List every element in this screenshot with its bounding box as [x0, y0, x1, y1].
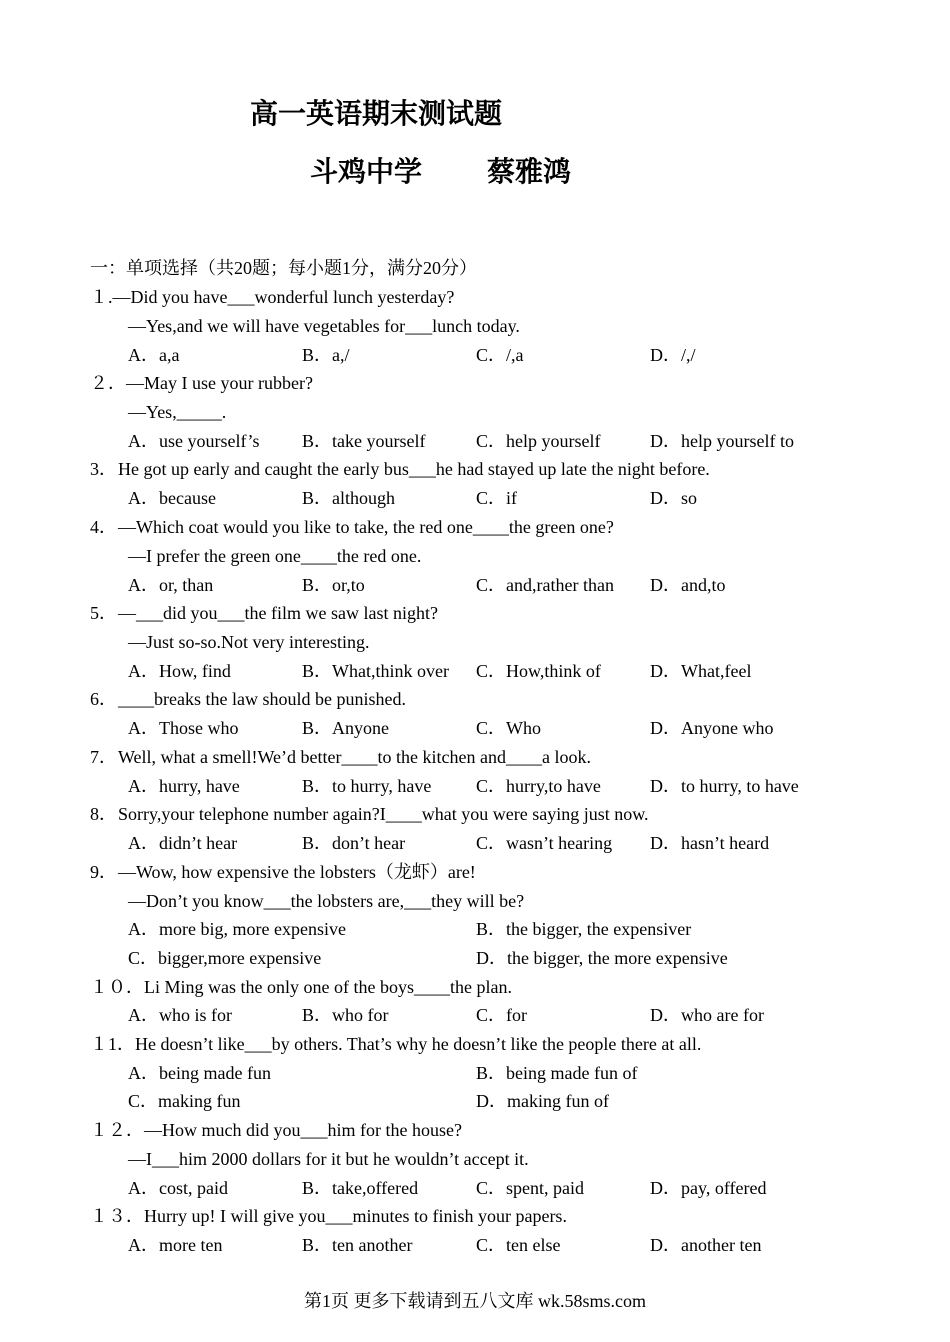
- option-c: C．help yourself: [476, 431, 601, 451]
- question-text: Well, what a smell!We’d better____to the kitchen and____a look.: [118, 747, 591, 767]
- question-text: Sorry,your telephone number again?I____what you were saying just now.: [118, 804, 649, 824]
- option-b: B．to hurry, have: [302, 776, 432, 796]
- question-10: [90, 976, 512, 998]
- option-a: A．a,a: [128, 345, 180, 365]
- option-b: B．take,offered: [302, 1178, 419, 1198]
- question-number: １３．: [90, 1206, 144, 1226]
- question-text: —Which coat would you like to take, the red one____the green one?: [118, 517, 614, 537]
- question-text: Li Ming was the only one of the boys____the plan.: [144, 977, 512, 997]
- option-c: C．Who: [476, 718, 541, 738]
- option-d: D．the bigger, the more expensive: [476, 948, 728, 968]
- question-text: He doesn’t like___by others. That’s why he doesn’t like the people there at all.: [135, 1034, 702, 1054]
- option-a: A．How, find: [128, 661, 231, 681]
- question-number: 7．: [90, 747, 117, 767]
- option-c: C．ten else: [476, 1235, 561, 1255]
- question-2-reply: —Yes,_____.: [128, 402, 227, 422]
- question-4: [90, 516, 614, 538]
- option-a: A．cost, paid: [128, 1178, 228, 1198]
- option-d: D．to hurry, to have: [650, 776, 799, 796]
- question-8: [90, 803, 649, 825]
- option-c: C．bigger,more expensive: [128, 948, 322, 968]
- question-text: Hurry up! I will give you___minutes to finish your papers.: [144, 1206, 567, 1226]
- option-b: B．What,think over: [302, 661, 449, 681]
- option-a: A．because: [128, 488, 216, 508]
- school-name: 斗鸡中学: [310, 155, 423, 188]
- question-text: —How much did you___him for the house?: [144, 1120, 462, 1140]
- option-b: B．take yourself: [302, 431, 426, 451]
- question-4-reply: —I prefer the green one____the red one.: [128, 546, 422, 566]
- option-d: D．/,/: [650, 345, 696, 365]
- question-12: [90, 1119, 462, 1141]
- question-number: 9．: [90, 862, 117, 882]
- question-number: 3．: [90, 459, 117, 479]
- question-text: —___did you___the film we saw last night?: [118, 603, 438, 623]
- option-c: C．for: [476, 1005, 527, 1025]
- option-d: D．so: [650, 488, 698, 508]
- option-d: D．and,to: [650, 575, 726, 595]
- question-number: ２．: [90, 373, 126, 393]
- option-c: C．/,a: [476, 345, 524, 365]
- option-b: B．Anyone: [302, 718, 389, 738]
- question-9: [90, 861, 476, 883]
- question-number: １２．: [90, 1120, 144, 1140]
- question-3: [90, 458, 710, 480]
- option-a: A．more ten: [128, 1235, 223, 1255]
- question-number: 5．: [90, 603, 117, 623]
- option-b: B．although: [302, 488, 395, 508]
- question-11: [90, 1033, 701, 1055]
- question-2: [90, 372, 313, 394]
- option-c: C．and,rather than: [476, 575, 614, 595]
- question-number: 4．: [90, 517, 117, 537]
- option-a: A．being made fun: [128, 1063, 271, 1083]
- option-b: B．being made fun of: [476, 1063, 638, 1083]
- option-a: A．Those who: [128, 718, 239, 738]
- option-d: D．Anyone who: [650, 718, 774, 738]
- option-b: B．who for: [302, 1005, 389, 1025]
- author-name: 蔡雅鸿: [487, 155, 572, 188]
- question-9-reply: —Don’t you know___the lobsters are,___they will be?: [128, 891, 525, 911]
- option-d: D．pay, offered: [650, 1178, 767, 1198]
- option-c: C．How,think of: [476, 661, 601, 681]
- question-1: [90, 286, 454, 308]
- option-c: C．making fun: [128, 1091, 241, 1111]
- question-text: He got up early and caught the early bus___he had stayed up late the night before.: [118, 459, 710, 479]
- page-footer: 第1页 更多下载请到五八文库 wk.58sms.com: [304, 1291, 646, 1311]
- question-text: —Wow, how expensive the lobsters（龙虾）are!: [118, 862, 476, 882]
- question-number: １1．: [90, 1034, 135, 1054]
- option-d: D．help yourself to: [650, 431, 794, 451]
- option-c: C．if: [476, 488, 518, 508]
- option-d: D．hasn’t heard: [650, 833, 770, 853]
- question-number: １０．: [90, 977, 144, 997]
- question-13: [90, 1205, 567, 1227]
- option-d: D．another ten: [650, 1235, 762, 1255]
- page-title: 高一英语期末测试题: [250, 97, 503, 130]
- option-b: B．ten another: [302, 1235, 413, 1255]
- section-header: 一：单项选择（共20题；每小题1分，满分20分）: [90, 258, 477, 278]
- question-number: 8．: [90, 804, 117, 824]
- question-text: ____breaks the law should be punished.: [118, 689, 406, 709]
- option-a: A．who is for: [128, 1005, 232, 1025]
- option-c: C．spent, paid: [476, 1178, 584, 1198]
- option-a: A．didn’t hear: [128, 833, 238, 853]
- question-5-reply: —Just so-so.Not very interesting.: [128, 632, 370, 652]
- option-a: A．or, than: [128, 575, 214, 595]
- question-number: 6．: [90, 689, 117, 709]
- option-d: D．making fun of: [476, 1091, 609, 1111]
- question-text: —Did you have___wonderful lunch yesterday?: [112, 287, 455, 307]
- option-b: B．or,to: [302, 575, 365, 595]
- option-b: B．don’t hear: [302, 833, 406, 853]
- question-1-reply: —Yes,and we will have vegetables for___lunch today.: [128, 316, 520, 336]
- question-7: [90, 746, 591, 768]
- question-5: [90, 602, 438, 624]
- option-b: B．the bigger, the expensiver: [476, 919, 692, 939]
- question-12-reply: —I___him 2000 dollars for it but he wouldn’t accept it.: [128, 1149, 529, 1169]
- question-text: —May I use your rubber?: [126, 373, 313, 393]
- option-a: A．more big, more expensive: [128, 919, 346, 939]
- option-c: C．wasn’t hearing: [476, 833, 613, 853]
- question-number: １.: [90, 287, 113, 307]
- option-d: D．who are for: [650, 1005, 764, 1025]
- option-d: D．What,feel: [650, 661, 752, 681]
- option-a: A．use yourself’s: [128, 431, 260, 451]
- option-b: B．a,/: [302, 345, 350, 365]
- question-6: [90, 688, 406, 710]
- option-c: C．hurry,to have: [476, 776, 601, 796]
- option-a: A．hurry, have: [128, 776, 240, 796]
